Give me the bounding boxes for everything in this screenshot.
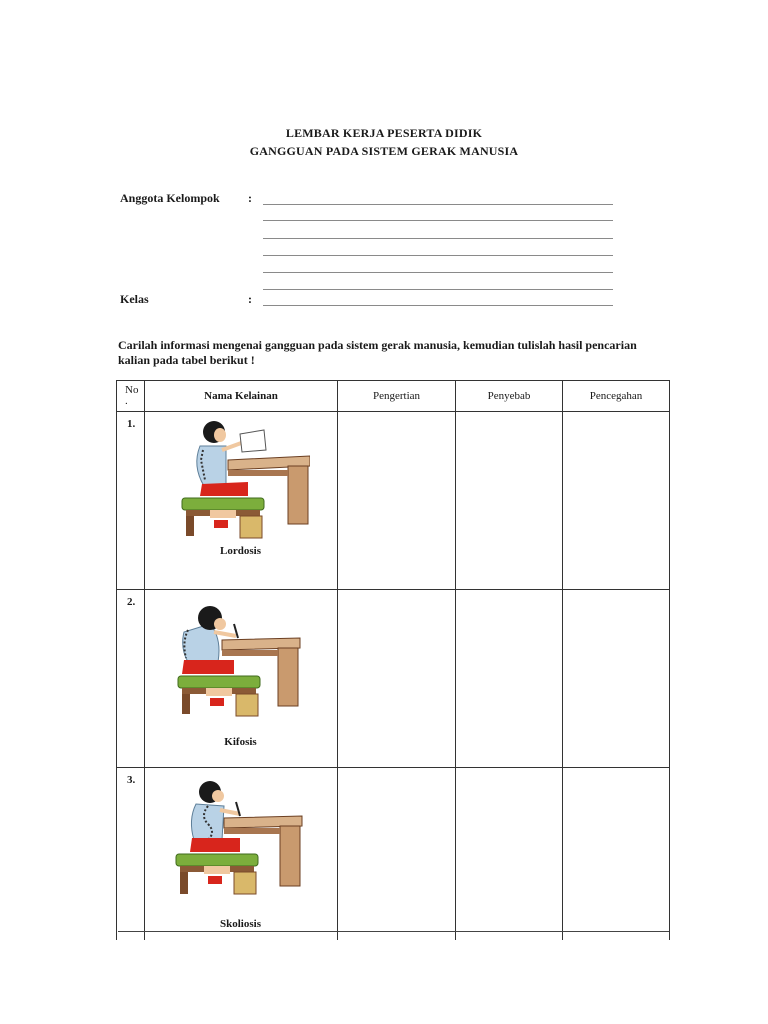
table-row [117, 412, 670, 590]
cause-cell[interactable] [456, 768, 563, 941]
instruction-text: Carilah informasi mengenai gangguan pada sistem gerak manusia, kemudian tulislah hasil pencarian kalian pada tabel berikut ! [118, 338, 637, 367]
worksheet-table [116, 380, 670, 940]
class-line[interactable] [263, 305, 613, 306]
cause-cell[interactable] [456, 590, 563, 768]
definition-cell[interactable] [338, 412, 456, 590]
table-header-row [117, 381, 670, 412]
class-label: Kelas [120, 292, 149, 306]
header-no-dot: . [125, 395, 128, 407]
member-line-1[interactable] [263, 204, 613, 205]
header-name: Nama Kelainan [145, 381, 338, 412]
header-prevention: Pencegahan [563, 381, 670, 412]
definition-cell[interactable] [338, 590, 456, 768]
header-definition: Pengertian [338, 381, 456, 412]
header-no [117, 381, 145, 412]
member-line-3[interactable] [263, 238, 613, 239]
members-label: Anggota Kelompok [120, 191, 220, 205]
table-row [117, 590, 670, 768]
row-caption: Skoliosis [220, 918, 261, 930]
lordosis-illustration [170, 416, 310, 541]
prevention-cell[interactable] [563, 768, 670, 941]
row-caption: Lordosis [220, 545, 261, 557]
page-title-line-1: LEMBAR KERJA PESERTA DIDIK [285, 126, 483, 140]
page-bottom-divider-right [400, 931, 669, 932]
member-line-5[interactable] [263, 272, 613, 273]
row-number: 2. [117, 590, 145, 768]
cause-cell[interactable] [456, 412, 563, 590]
name-cell [145, 590, 338, 768]
page-bottom-divider-left [118, 931, 400, 932]
page-title-line-2: GANGGUAN PADA SISTEM GERAK MANUSIA [249, 144, 519, 158]
skoliosis-illustration [170, 780, 310, 905]
member-line-4[interactable] [263, 255, 613, 256]
table-row [117, 768, 670, 941]
row-caption: Kifosis [224, 736, 257, 748]
header-cause: Penyebab [456, 381, 563, 412]
prevention-cell[interactable] [563, 590, 670, 768]
name-cell [145, 412, 338, 590]
row-number: 1. [117, 412, 145, 590]
member-line-6[interactable] [263, 289, 613, 290]
kifosis-illustration [170, 600, 310, 725]
definition-cell[interactable] [338, 768, 456, 941]
members-colon: : [248, 191, 252, 205]
class-colon: : [248, 292, 252, 306]
member-line-2[interactable] [263, 220, 613, 221]
header-no-label: No [125, 384, 139, 396]
row-number: 3. [117, 768, 145, 941]
prevention-cell[interactable] [563, 412, 670, 590]
name-cell [145, 768, 338, 941]
